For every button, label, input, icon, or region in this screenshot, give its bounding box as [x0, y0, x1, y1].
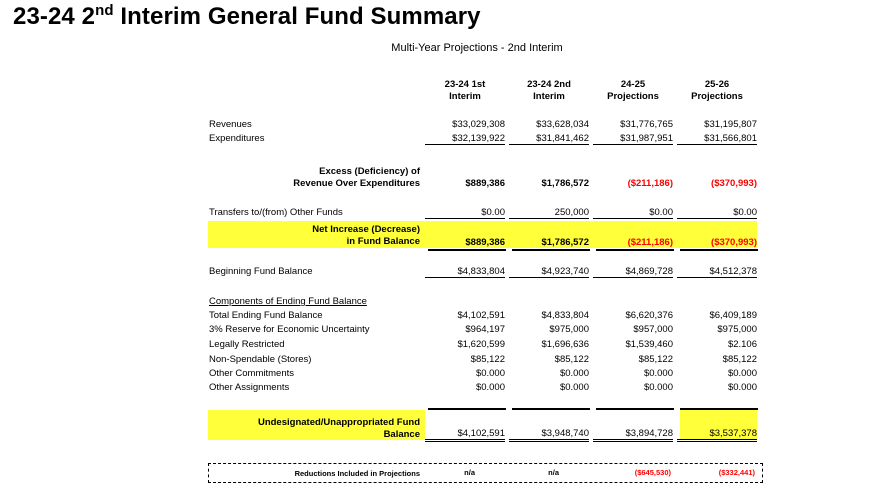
- transfers-value: $0.00: [677, 207, 757, 219]
- section-rule: [428, 408, 506, 410]
- component-value: $6,409,189: [709, 310, 757, 321]
- revenues-value: $33,628,034: [536, 119, 589, 130]
- component-value: $85,122: [470, 354, 505, 365]
- component-value: $0.000: [475, 368, 505, 379]
- component-label: Total Ending Fund Balance: [209, 310, 323, 321]
- net-increase-value: ($211,186): [627, 237, 673, 248]
- component-value: $0.000: [727, 368, 757, 379]
- column-header-24-25: 24-25 Projections: [607, 79, 659, 102]
- section-rule: [596, 408, 674, 410]
- component-value: $957,000: [633, 324, 673, 335]
- undesignated-label: Undesignated/Unappropriated Fund Balance: [257, 417, 420, 440]
- revenues-label: Revenues: [209, 119, 252, 130]
- undesignated-value: $4,102,591: [425, 428, 505, 442]
- net-increase-rule: [512, 249, 590, 251]
- net-increase-value: ($370,993): [711, 237, 757, 248]
- column-header-25-26: 25-26 Projections: [691, 79, 743, 102]
- component-value: $0.000: [559, 368, 589, 379]
- component-value: $85,122: [638, 354, 673, 365]
- component-value: $0.000: [643, 368, 673, 379]
- component-value: $0.000: [559, 382, 589, 393]
- excess-value: $1,786,572: [541, 178, 589, 189]
- net-increase-value: $889,386: [465, 237, 505, 248]
- reductions-value: n/a: [548, 468, 559, 477]
- excess-value: ($211,186): [627, 178, 673, 189]
- expenditures-label: Expenditures: [209, 133, 265, 144]
- net-increase-rule: [428, 249, 506, 251]
- component-label: Legally Restricted: [209, 339, 285, 350]
- beginning-balance-value: $4,923,740: [509, 266, 589, 278]
- component-value: $975,000: [717, 324, 757, 335]
- beginning-balance-value: $4,512,378: [677, 266, 757, 278]
- undesignated-value: $3,537,378: [677, 428, 757, 442]
- component-value: $0.000: [727, 382, 757, 393]
- component-label: Other Assignments: [209, 382, 290, 393]
- transfers-label: Transfers to/(from) Other Funds: [209, 207, 343, 218]
- component-value: $0.000: [643, 382, 673, 393]
- page-title: 23-24 2nd Interim General Fund Summary: [13, 2, 481, 30]
- expenditures-value: $31,987,951: [593, 133, 673, 145]
- component-value: $1,539,460: [625, 339, 673, 350]
- component-value: $1,696,636: [541, 339, 589, 350]
- expenditures-value: $31,841,462: [509, 133, 589, 145]
- transfers-value: $0.00: [593, 207, 673, 219]
- revenues-value: $33,029,308: [452, 119, 505, 130]
- component-label: 3% Reserve for Economic Uncertainty: [209, 324, 370, 335]
- column-header-23-24-1st: 23-24 1st Interim: [444, 79, 486, 102]
- component-label: Non-Spendable (Stores): [209, 354, 312, 365]
- expenditures-value: $31,566,801: [677, 133, 757, 145]
- component-value: $2.106: [727, 339, 757, 350]
- net-increase-rule: [680, 249, 758, 251]
- component-value: $4,102,591: [457, 310, 505, 321]
- transfers-value: $0.00: [425, 207, 505, 219]
- component-value: $975,000: [549, 324, 589, 335]
- component-value: $85,122: [722, 354, 757, 365]
- beginning-balance-label: Beginning Fund Balance: [209, 266, 313, 277]
- net-increase-rule: [596, 249, 674, 251]
- expenditures-value: $32,139,922: [425, 133, 505, 145]
- excess-value: $889,386: [465, 178, 505, 189]
- reductions-value: ($332,441): [718, 468, 755, 477]
- page-subtitle: Multi-Year Projections - 2nd Interim: [391, 42, 563, 54]
- excess-label: Excess (Deficiency) of Revenue Over Expenditures: [293, 166, 420, 189]
- column-header-23-24-2nd: 23-24 2nd Interim: [527, 79, 571, 102]
- beginning-balance-value: $4,869,728: [593, 266, 673, 278]
- section-rule: [512, 408, 590, 410]
- component-value: $4,833,804: [541, 310, 589, 321]
- component-value: $6,620,376: [625, 310, 673, 321]
- excess-value: ($370,993): [711, 178, 757, 189]
- reductions-value: ($645,530): [634, 468, 671, 477]
- revenues-value: $31,195,807: [704, 119, 757, 130]
- revenues-value: $31,776,765: [620, 119, 673, 130]
- transfers-value: 250,000: [509, 207, 589, 219]
- component-value: $85,122: [554, 354, 589, 365]
- components-heading: Components of Ending Fund Balance: [209, 296, 367, 307]
- component-value: $0.000: [475, 382, 505, 393]
- undesignated-value: $3,894,728: [593, 428, 673, 442]
- net-increase-value: $1,786,572: [541, 237, 589, 248]
- undesignated-value: $3,948,740: [509, 428, 589, 442]
- component-value: $1,620,599: [457, 339, 505, 350]
- beginning-balance-value: $4,833,804: [425, 266, 505, 278]
- reductions-value: n/a: [464, 468, 475, 477]
- reductions-label: Reductions Included in Projections: [294, 469, 420, 478]
- component-value: $964,197: [465, 324, 505, 335]
- net-increase-label: Net Increase (Decrease) in Fund Balance: [312, 224, 420, 247]
- component-label: Other Commitments: [209, 368, 294, 379]
